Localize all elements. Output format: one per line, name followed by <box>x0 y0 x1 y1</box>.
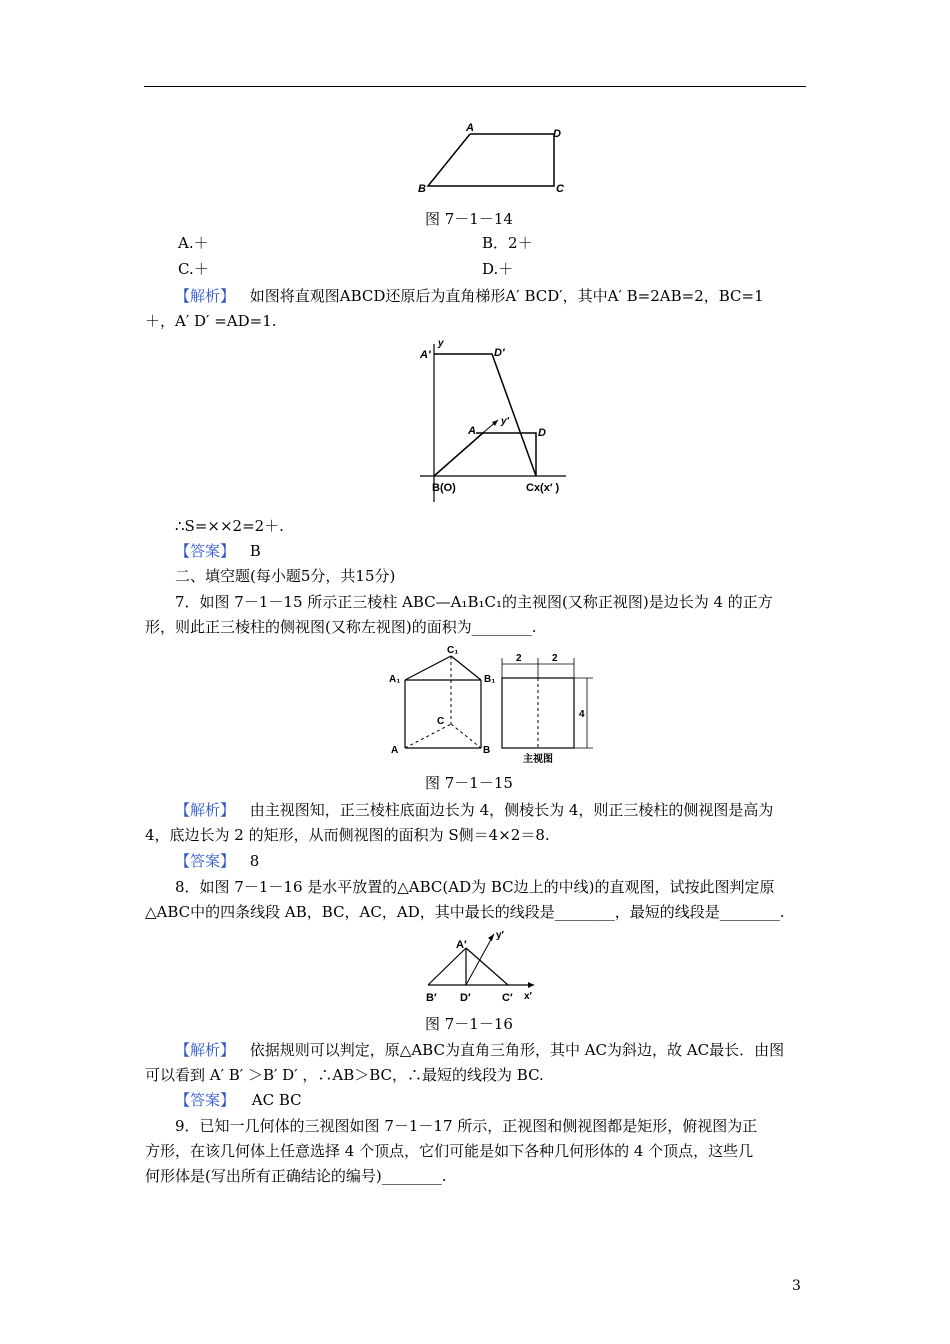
q8-answer-line <box>175 1089 302 1110</box>
q7-jiexi-tag: 【解析】 <box>175 801 236 819</box>
q8-answer-tag: 【答案】 <box>175 1091 236 1109</box>
q7-jiexi-line1 <box>175 799 773 820</box>
option-a: A.＋ <box>178 234 209 252</box>
q8-label-d: D′ <box>460 992 471 1004</box>
q6-label-y: y <box>438 338 444 349</box>
q7-answer-tag: 【答案】 <box>175 852 236 870</box>
q6-label-a: A <box>468 425 476 437</box>
q7-line1: 7．如图 7－1－15 所示正三棱柱 ABC—A₁B₁C₁的主视图(又称正视图)是边长为 4 的正方 <box>175 593 773 611</box>
q8-answer: AC BC <box>251 1091 302 1109</box>
q7-label-a: A <box>391 745 399 756</box>
figure-7-1-15 <box>385 642 605 770</box>
q6-jiexi-text1: 如图将直观图ABCD还原后为直角梯形A′ BCD′，其中A′ B=2AB=2，BC=1 <box>249 287 764 305</box>
fig14-label-c: C <box>556 183 564 195</box>
figure-7-1-14 <box>410 120 580 200</box>
q7-jiexi-text1: 由主视图知，正三棱柱底面边长为 4，侧棱长为 4，则正三棱柱的侧视图是高为 <box>249 801 774 819</box>
q6-result: ∴S=××2=2＋. <box>175 517 284 535</box>
q7-label-b1: B₁ <box>484 674 496 685</box>
q7-label-b: B <box>483 745 491 756</box>
q6-answer: B <box>249 542 261 560</box>
q8-label-c: C′ <box>502 992 513 1004</box>
q7-view-w1: 2 <box>516 653 522 664</box>
q6-jiexi-line1 <box>175 285 764 306</box>
q8-label-x: x′ <box>524 991 532 1002</box>
q7-answer-line <box>175 850 259 871</box>
q7-view-h: 4 <box>579 709 585 720</box>
q7-answer: 8 <box>249 852 260 870</box>
q9-line2: 方形，在该几何体上任意选择 4 个顶点，它们可能是如下各种几何形体的 4 个顶点，这些几 <box>145 1142 754 1160</box>
q6-jiexi-tag: 【解析】 <box>175 287 236 305</box>
q7-jiexi-line2: 4，底边长为 2 的矩形，从而侧视图的面积为 S侧＝4×2＝8. <box>145 826 550 844</box>
trapezoid-abcd <box>428 134 554 186</box>
q8-line1: 8．如图 7－1－16 是水平放置的△ABC(AD为 BC边上的中线)的直观图，试按此图判定原 <box>175 878 775 896</box>
q7-label-c: C <box>437 716 445 727</box>
q8-jiexi-line1 <box>175 1039 784 1060</box>
page-number: 3 <box>792 1278 801 1294</box>
figure-7-1-16 <box>418 926 548 1006</box>
q6-label-d: D <box>538 427 546 439</box>
section-2-heading: 二、填空题(每小题5分，共15分) <box>175 567 396 585</box>
q6-label-d1: D′ <box>494 347 505 359</box>
q6-label-a1: A′ <box>420 349 431 361</box>
q8-label-y: y′ <box>496 930 504 941</box>
option-c: C.＋ <box>178 260 209 278</box>
q6-jiexi-line2: ＋，A′ D′ =AD=1. <box>145 312 277 330</box>
q8-line2: △ABC中的四条线段 AB，BC，AC，AD，其中最长的线段是________，最短的线段是________. <box>145 903 785 921</box>
fig14-label-b: B <box>418 183 426 195</box>
q7-view-w2: 2 <box>552 653 558 664</box>
q7-label-a1: A₁ <box>389 674 401 685</box>
q8-label-b: B′ <box>426 992 437 1004</box>
q9-line1: 9．已知一几何体的三视图如图 7－1－17 所示，正视图和侧视图都是矩形，俯视图为正 <box>175 1117 758 1135</box>
q7-line2: 形，则此正三棱柱的侧视图(又称左视图)的面积为________. <box>145 618 537 636</box>
option-b: B．2＋ <box>482 234 533 252</box>
q7-label-c1: C₁ <box>447 645 459 656</box>
q7-view-title: 主视图 <box>523 754 553 765</box>
fig14-label-d: D <box>553 128 561 140</box>
q6-answer-tag: 【答案】 <box>175 542 236 560</box>
q7-fig-caption: 图 7－1－15 <box>425 774 513 792</box>
q9-line3: 何形体是(写出所有正确结论的编号)________. <box>145 1167 447 1185</box>
q8-fig-caption: 图 7－1－16 <box>425 1015 513 1033</box>
option-d: D.＋ <box>482 260 514 278</box>
header-rule <box>144 86 806 87</box>
q6-coordinate-graph <box>410 336 580 506</box>
fig14-label-a: A <box>466 122 474 134</box>
q8-label-a: A′ <box>456 939 467 951</box>
q8-jiexi-text1: 依据规则可以判定，原△ABC为直角三角形，其中 AC为斜边，故 AC最长．由图 <box>249 1041 785 1059</box>
q6-label-b: B(O) <box>432 482 456 494</box>
fig14-caption: 图 7－1－14 <box>425 210 513 228</box>
q6-label-y1: y′ <box>501 416 509 427</box>
q8-jiexi-tag: 【解析】 <box>175 1041 236 1059</box>
q6-answer-line <box>175 540 261 561</box>
q8-jiexi-line2: 可以看到 A′ B′ ＞B′ D′ ，∴AB＞BC，∴最短的线段为 BC. <box>145 1066 544 1084</box>
q6-label-c: Cx(x′ ) <box>526 482 560 494</box>
